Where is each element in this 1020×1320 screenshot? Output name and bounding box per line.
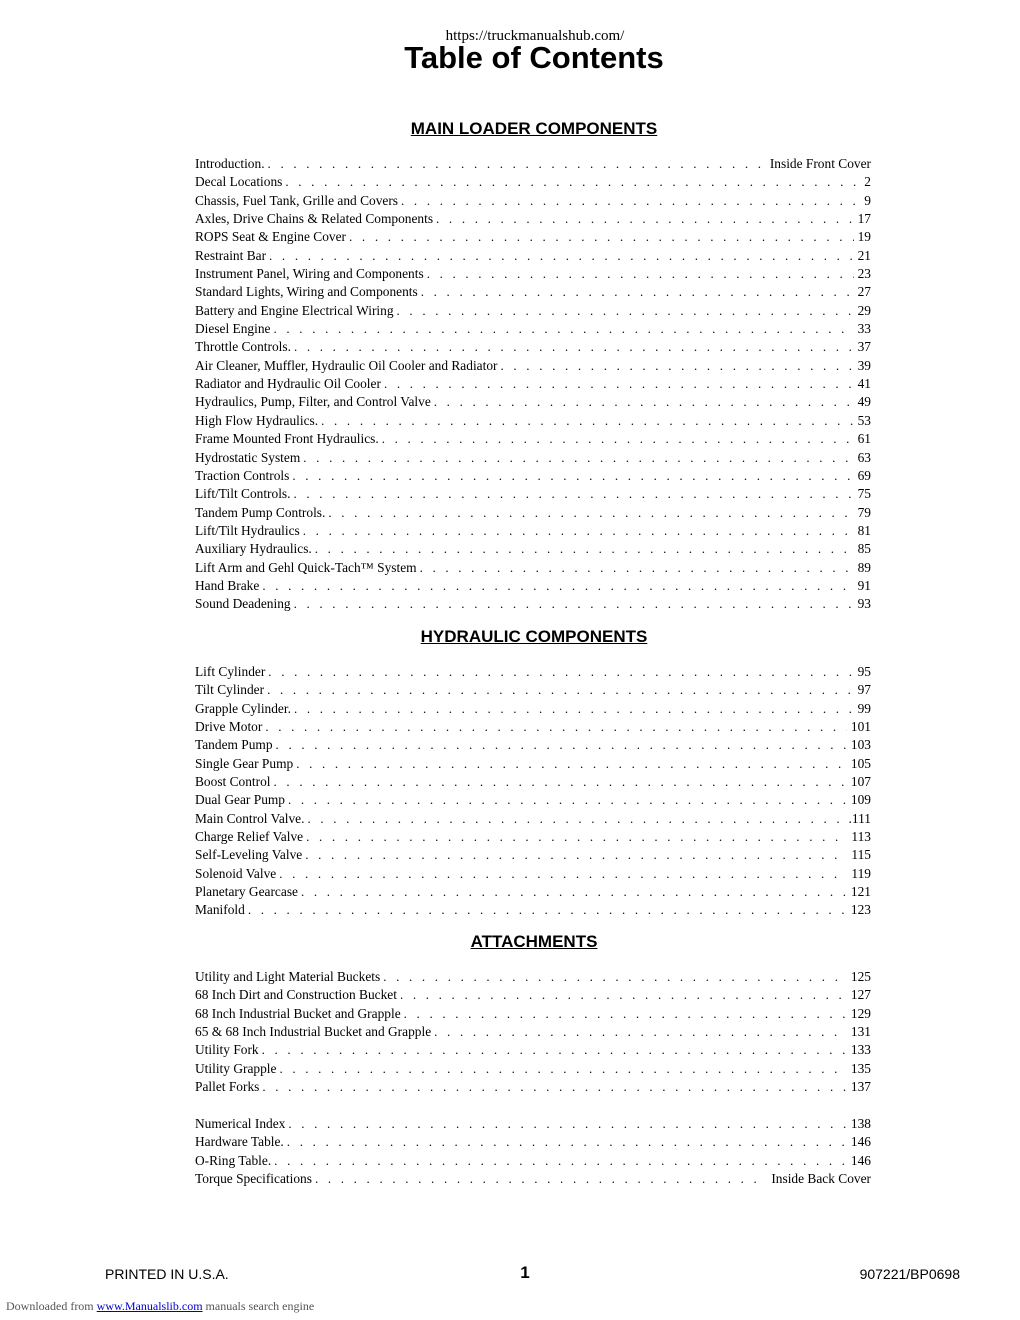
toc-entry[interactable]	[195, 718, 871, 736]
toc-entry-page: 61	[857, 431, 871, 447]
toc-entry-page: 39	[857, 357, 871, 373]
toc-leader-dots	[294, 595, 854, 613]
toc-entry-label: Diesel Engine	[195, 321, 271, 337]
toc-entry[interactable]	[195, 375, 871, 393]
toc-leader-dots	[436, 210, 854, 228]
toc-entry[interactable]	[195, 228, 871, 246]
toc-leader-dots	[269, 247, 854, 265]
toc-entry[interactable]	[195, 192, 871, 210]
toc-entry-label: Auxiliary Hydraulics.	[195, 541, 312, 557]
toc-entry-page: 2	[864, 174, 871, 190]
toc-entry-label: O-Ring Table.	[195, 1152, 272, 1168]
toc-entry-label: Main Control Valve.	[195, 810, 305, 826]
toc-entry-label: Planetary Gearcase	[195, 884, 298, 900]
toc-entry-label: Hydrostatic System	[195, 449, 301, 465]
toc-entry[interactable]	[195, 504, 871, 522]
toc-entry-page: 9	[864, 192, 871, 208]
toc-entry-label: 68 Inch Dirt and Construction Bucket	[195, 987, 397, 1003]
toc-entry-label: Restraint Bar	[195, 247, 267, 263]
toc-list-attachments	[195, 968, 871, 1096]
toc-leader-dots	[427, 265, 854, 283]
toc-entry[interactable]	[195, 810, 871, 828]
toc-leader-dots	[265, 718, 847, 736]
section-heading-attachments: ATTACHMENTS	[470, 932, 598, 951]
toc-leader-dots	[382, 430, 854, 448]
toc-entry[interactable]	[195, 883, 871, 901]
toc-entry-label: Manifold	[195, 902, 245, 918]
toc-leader-dots	[268, 155, 766, 173]
toc-entry-page: Inside Back Cover	[771, 1171, 871, 1187]
toc-leader-dots	[288, 1115, 847, 1133]
download-prefix: Downloaded from	[6, 1299, 94, 1313]
source-url: https://truckmanualshub.com/	[445, 28, 625, 44]
page-number: 1	[520, 1263, 530, 1282]
toc-entry-page: 121	[850, 884, 871, 900]
toc-entry[interactable]	[195, 1060, 871, 1078]
toc-leader-dots	[315, 540, 854, 558]
toc-entry-page: 75	[857, 486, 871, 502]
toc-entry-label: Lift/Tilt Hydraulics	[195, 522, 300, 538]
toc-entry[interactable]	[195, 430, 871, 448]
toc-entry-label: Charge Relief Valve	[195, 829, 304, 845]
toc-leader-dots	[307, 810, 844, 828]
toc-entry-page: 23	[857, 266, 871, 282]
printed-in-note: PRINTED IN U.S.A.	[105, 1266, 229, 1282]
toc-entry[interactable]	[195, 265, 871, 283]
toc-entry-label: Tilt Cylinder	[195, 682, 265, 698]
toc-entry-page: 135	[850, 1060, 871, 1076]
toc-entry-label: Utility and Light Material Buckets	[195, 969, 381, 984]
toc-entry-label: Decal Locations	[195, 174, 283, 190]
download-note	[6, 1299, 314, 1314]
toc-leader-dots	[285, 173, 860, 191]
toc-entry-label: Throttle Controls.	[195, 339, 291, 355]
toc-leader-dots	[287, 1133, 847, 1151]
toc-entry-page: 69	[857, 467, 871, 483]
toc-entry-page: 127	[850, 987, 871, 1003]
toc-leader-dots	[315, 1170, 767, 1188]
toc-entry-page: 85	[857, 541, 871, 557]
toc-entry-page: 138	[850, 1116, 871, 1131]
toc-entry-page: 81	[857, 522, 871, 538]
toc-leader-dots	[274, 1152, 847, 1170]
toc-entry-page: 133	[850, 1042, 871, 1058]
toc-leader-dots	[349, 228, 854, 246]
manualslib-link[interactable]: www.Manualslib.com	[96, 1299, 203, 1313]
toc-leader-dots	[434, 393, 854, 411]
toc-entry[interactable]	[195, 412, 871, 430]
toc-leader-dots	[274, 320, 854, 338]
toc-leader-dots	[404, 1005, 847, 1023]
toc-entry[interactable]	[195, 681, 871, 699]
toc-entry-label: 65 & 68 Inch Industrial Bucket and Grapple	[195, 1024, 432, 1040]
toc-entry[interactable]	[195, 1170, 871, 1188]
toc-entry-page: 115	[851, 847, 871, 863]
toc-leader-dots	[321, 412, 853, 430]
toc-entry-page: 119	[851, 865, 871, 881]
toc-entry[interactable]	[195, 1041, 871, 1059]
toc-entry-page: 109	[850, 792, 871, 808]
toc-leader-dots	[306, 828, 847, 846]
toc-leader-dots	[420, 559, 854, 577]
toc-leader-dots	[262, 1078, 847, 1096]
toc-leader-dots	[274, 773, 847, 791]
toc-leader-dots	[384, 375, 854, 393]
toc-leader-dots	[383, 968, 847, 986]
toc-entry-page: 29	[857, 302, 871, 318]
toc-entry-page: 105	[850, 755, 871, 771]
toc-leader-dots	[401, 192, 860, 210]
toc-entry-page: .111	[848, 810, 871, 826]
toc-leader-dots	[279, 865, 847, 883]
toc-entry-label: Hand Brake	[195, 577, 260, 593]
toc-entry[interactable]	[195, 522, 871, 540]
toc-entry-page: 97	[857, 682, 871, 698]
toc-leader-dots	[262, 577, 853, 595]
toc-entry-label: Torque Specifications	[195, 1171, 312, 1187]
toc-entry[interactable]	[195, 559, 871, 577]
toc-entry-label: Lift Cylinder	[195, 664, 266, 679]
toc-entry-page: 137	[850, 1079, 871, 1095]
toc-entry-page: 131	[850, 1024, 871, 1040]
toc-entry-page: 17	[857, 211, 871, 227]
toc-entry-label: Drive Motor	[195, 719, 263, 735]
toc-leader-dots	[292, 467, 853, 485]
toc-entry-page: 107	[850, 774, 871, 790]
toc-leader-dots	[279, 1060, 846, 1078]
toc-entry[interactable]	[195, 393, 871, 411]
toc-entry-label: Single Gear Pump	[195, 755, 294, 771]
toc-entry-page: 103	[850, 737, 871, 753]
toc-entry[interactable]	[195, 901, 871, 919]
toc-entry[interactable]	[195, 1078, 871, 1096]
toc-entry[interactable]	[195, 577, 871, 595]
toc-entry-page: 63	[857, 449, 871, 465]
toc-entry-label: Tandem Pump	[195, 737, 273, 753]
toc-entry[interactable]	[195, 210, 871, 228]
toc-leader-dots	[294, 338, 854, 356]
document-code: 907221/BP0698	[859, 1266, 960, 1282]
toc-leader-dots	[248, 901, 847, 919]
toc-entry[interactable]	[195, 320, 871, 338]
toc-entry[interactable]	[195, 540, 871, 558]
toc-leader-dots	[400, 986, 847, 1004]
toc-leader-dots	[268, 663, 853, 681]
toc-entry-page: 19	[857, 229, 871, 245]
toc-entry[interactable]	[195, 700, 871, 718]
toc-leader-dots	[267, 681, 854, 699]
download-suffix: manuals search engine	[205, 1299, 315, 1313]
toc-entry-label: Grapple Cylinder.	[195, 700, 291, 716]
toc-entry-label: Introduction.	[195, 156, 265, 171]
toc-entry[interactable]	[195, 773, 871, 791]
toc-entry-page: 79	[857, 504, 871, 520]
toc-leader-dots	[303, 522, 854, 540]
toc-entry-page: 129	[850, 1005, 871, 1021]
toc-entry[interactable]	[195, 155, 871, 173]
toc-entry-label: Boost Control	[195, 774, 271, 790]
toc-entry-page: 89	[857, 559, 871, 575]
toc-leader-dots	[301, 883, 847, 901]
toc-entry-page: 21	[857, 247, 871, 263]
toc-entry-page: 123	[850, 902, 871, 918]
toc-entry[interactable]	[195, 1152, 871, 1170]
toc-leader-dots	[294, 700, 854, 718]
section-heading-hydraulic: HYDRAULIC COMPONENTS	[420, 627, 648, 646]
toc-entry[interactable]	[195, 846, 871, 864]
toc-leader-dots	[303, 449, 853, 467]
toc-entry-label: Lift/Tilt Controls.	[195, 486, 291, 502]
toc-entry-label: High Flow Hydraulics.	[195, 412, 319, 428]
toc-entry[interactable]	[195, 663, 871, 681]
toc-entry-page: 95	[857, 664, 871, 679]
toc-entry-label: Instrument Panel, Wiring and Components	[195, 266, 424, 282]
toc-entry-label: Hardware Table.	[195, 1134, 284, 1150]
toc-list-hydraulic	[195, 663, 871, 920]
toc-entry[interactable]	[195, 1023, 871, 1041]
toc-entry-label: Standard Lights, Wiring and Components	[195, 284, 418, 300]
toc-entry-page: 93	[857, 596, 871, 612]
toc-entry[interactable]	[195, 173, 871, 191]
toc-list-indexes	[195, 1115, 871, 1188]
toc-entry-label: Axles, Drive Chains & Related Components	[195, 211, 434, 227]
toc-entry[interactable]	[195, 986, 871, 1004]
toc-leader-dots	[421, 283, 854, 301]
toc-entry-label: Solenoid Valve	[195, 865, 277, 881]
toc-entry[interactable]	[195, 1115, 871, 1133]
toc-entry-page: 146	[850, 1152, 871, 1168]
toc-entry[interactable]	[195, 485, 871, 503]
toc-leader-dots	[434, 1023, 847, 1041]
toc-entry-label: Battery and Engine Electrical Wiring	[195, 302, 394, 318]
toc-entry-page: 99	[857, 700, 871, 716]
toc-entry-page: Inside Front Cover	[769, 156, 871, 171]
toc-entry[interactable]	[195, 338, 871, 356]
toc-entry-label: Hydraulics, Pump, Filter, and Control Valve	[195, 394, 431, 410]
toc-entry-page: 146	[850, 1134, 871, 1150]
toc-entry-label: Chassis, Fuel Tank, Grille and Covers	[195, 192, 399, 208]
toc-entry[interactable]	[195, 247, 871, 265]
toc-entry[interactable]	[195, 595, 871, 613]
toc-entry[interactable]	[195, 357, 871, 375]
toc-entry-page: 53	[857, 412, 871, 428]
toc-entry-page: 33	[857, 321, 871, 337]
toc-entry[interactable]	[195, 449, 871, 467]
toc-entry-label: Utility Grapple	[195, 1060, 277, 1076]
toc-entry[interactable]	[195, 1133, 871, 1151]
section-heading-main-loader: MAIN LOADER COMPONENTS	[410, 119, 658, 138]
toc-entry-label: Frame Mounted Front Hydraulics.	[195, 431, 379, 447]
toc-entry[interactable]	[195, 828, 871, 846]
toc-entry[interactable]	[195, 736, 871, 754]
toc-entry-page: 27	[857, 284, 871, 300]
toc-entry-label: 68 Inch Industrial Bucket and Grapple	[195, 1005, 401, 1021]
toc-leader-dots	[501, 357, 854, 375]
toc-entry-label: Lift Arm and Gehl Quick-Tach™ System	[195, 559, 417, 575]
toc-leader-dots	[294, 485, 854, 503]
toc-entry[interactable]	[195, 968, 871, 986]
toc-entry-page: 101	[850, 719, 871, 735]
toc-entry-label: Tandem Pump Controls.	[195, 504, 326, 520]
toc-entry-page: 113	[851, 829, 871, 845]
toc-entry-label: Self-Leveling Valve	[195, 847, 303, 863]
page-title: Table of Contents	[404, 40, 664, 75]
toc-leader-dots	[328, 504, 853, 522]
toc-list-main-loader	[195, 155, 871, 614]
toc-entry[interactable]	[195, 467, 871, 485]
toc-entry[interactable]	[195, 1005, 871, 1023]
toc-leader-dots	[276, 736, 847, 754]
toc-leader-dots	[305, 846, 847, 864]
toc-entry-page: 125	[850, 969, 871, 984]
toc-leader-dots	[296, 755, 847, 773]
toc-entry-label: ROPS Seat & Engine Cover	[195, 229, 347, 245]
toc-entry-label: Dual Gear Pump	[195, 792, 285, 808]
toc-entry-page: 49	[857, 394, 871, 410]
toc-entry-label: Sound Deadening	[195, 596, 291, 612]
toc-leader-dots	[288, 791, 847, 809]
toc-entry[interactable]	[195, 755, 871, 773]
toc-entry-label: Air Cleaner, Muffler, Hydraulic Oil Cooler and Radiator	[195, 357, 498, 373]
toc-entry-label: Traction Controls	[195, 467, 290, 483]
toc-leader-dots	[397, 302, 854, 320]
toc-entry[interactable]	[195, 865, 871, 883]
toc-entry[interactable]	[195, 283, 871, 301]
toc-entry-page: 91	[857, 577, 871, 593]
toc-entry-label: Pallet Forks	[195, 1079, 260, 1095]
toc-entry-label: Numerical Index	[195, 1116, 286, 1131]
toc-entry-label: Utility Fork	[195, 1042, 259, 1058]
toc-leader-dots	[262, 1041, 847, 1059]
toc-entry[interactable]	[195, 791, 871, 809]
toc-entry-page: 37	[857, 339, 871, 355]
toc-entry-label: Radiator and Hydraulic Oil Cooler	[195, 376, 381, 392]
toc-entry-page: 41	[857, 376, 871, 392]
toc-entry[interactable]	[195, 302, 871, 320]
